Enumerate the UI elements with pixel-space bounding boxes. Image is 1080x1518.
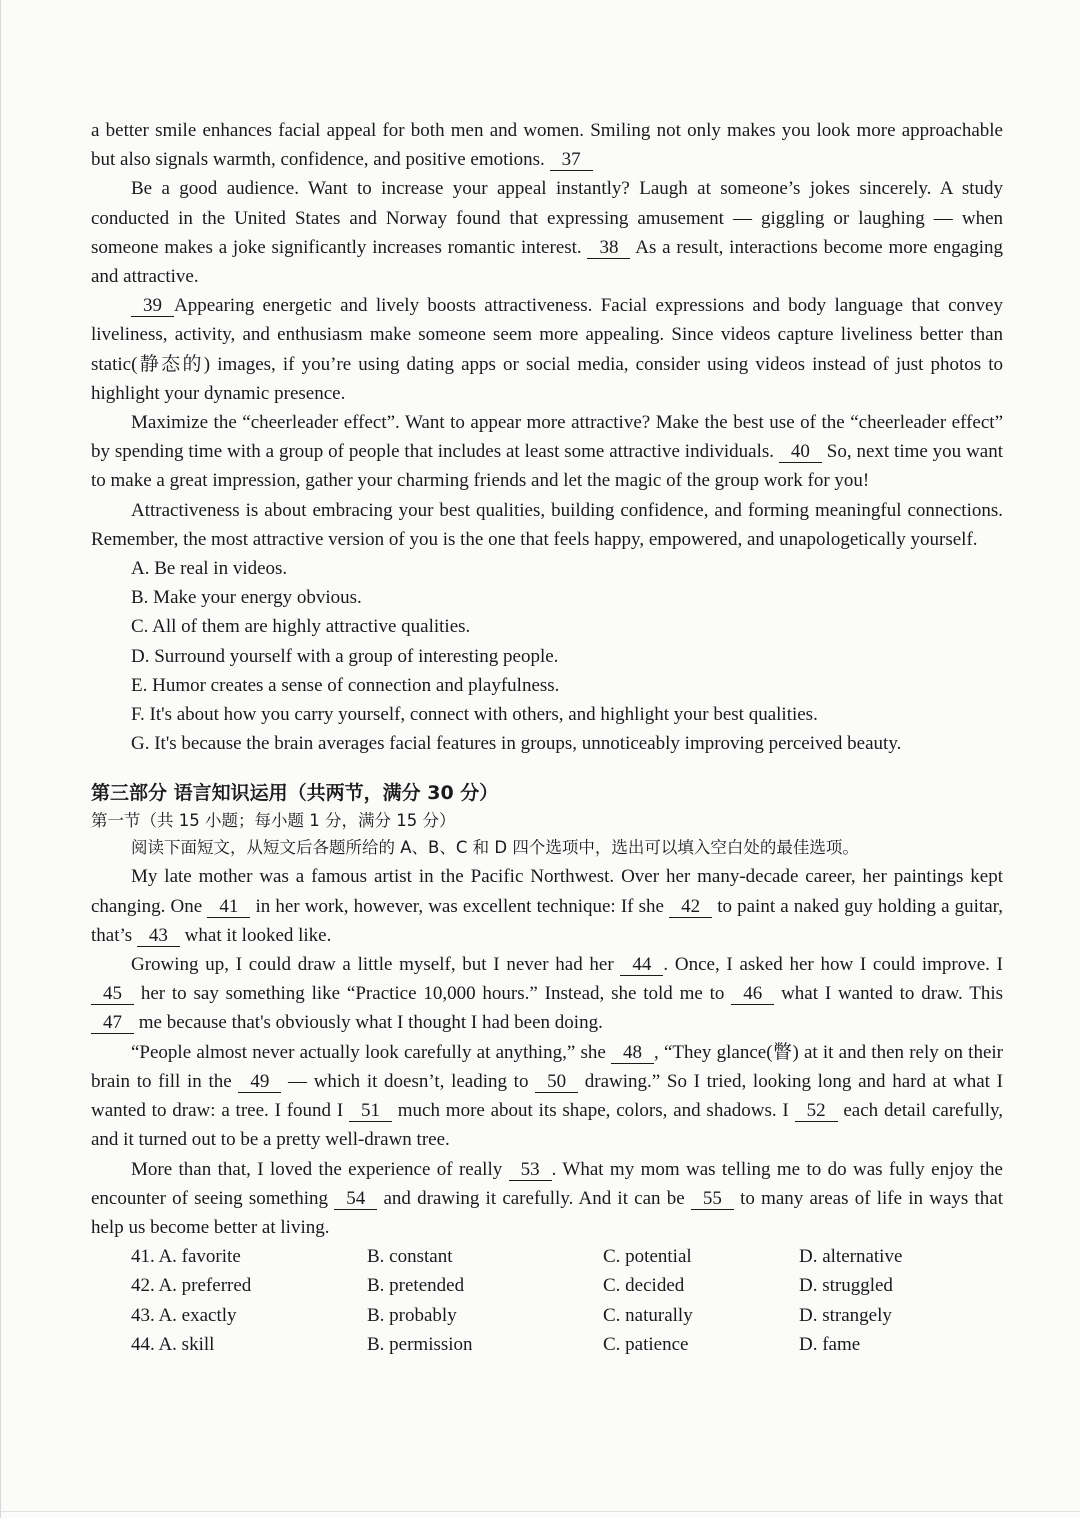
blank-42: 42 xyxy=(669,897,712,918)
blank-50: 50 xyxy=(535,1072,578,1093)
option-f: F. It's about how you carry yourself, connect with others, and highlight your best qualities. xyxy=(131,704,818,726)
blank-51: 51 xyxy=(349,1101,392,1122)
blank-48: 48 xyxy=(611,1043,654,1064)
cloze-paragraph-4: More than that, I loved the experience of really 53 . What my mom was telling me to do was fully enjoy the encounter of seeing something 54 and drawing it carefully. And it can be 55 to many areas of life in ways that help us become better at living. xyxy=(91,1158,1003,1238)
choice-42-d: D. struggled xyxy=(799,1275,893,1297)
spacer xyxy=(91,758,1003,778)
blank-41: 41 xyxy=(207,897,250,918)
choice-43-b: B. probably xyxy=(367,1304,457,1326)
page-bottom-edge xyxy=(1,1511,1080,1512)
section-subtitle: 第一节（共 15 小题；每小题 1 分，满分 15 分） xyxy=(91,811,456,831)
option-a: A. Be real in videos. xyxy=(131,558,288,580)
passage-paragraph-2: Be a good audience. Want to increase your appeal instantly? Laugh at someone’s jokes sincerely. A study conducted in the United States and Norway found that expressing amusement — giggling or laughing — when someone makes a joke significantly increases romantic interest. 38 As a result, interactions become more engaging and attractive. xyxy=(91,178,1003,288)
choice-43-d: D. strangely xyxy=(799,1304,892,1326)
choice-43-c: C. naturally xyxy=(603,1304,693,1326)
passage-paragraph-3: 39 Appearing energetic and lively boosts attractiveness. Facial expressions and body language that convey liveliness, activity, and enthusiasm make someone seem more appealing. Since videos capture liveliness better than static(静态的) images, if you’re using dating apps or social media, consider using videos instead of just photos to highlight your dynamic presence. xyxy=(91,295,1003,404)
cloze-paragraph-2: Growing up, I could draw a little myself, but I never had her 44 . Once, I asked her how I could improve. I 45 her to say something like “Practice 10,000 hours.” Instead, she told me to 46 what I wanted to draw. This 47 me because that's obviously what I thought I had been doing. xyxy=(91,950,1003,1038)
passage-paragraph-5: Attractiveness is about embracing your best qualities, building confidence, and forming meaningful connections. Remember, the most attractive version of you is the one that feels happy, empowered, and unapologetically yourself. xyxy=(91,499,1003,550)
choice-41-d: D. alternative xyxy=(799,1246,903,1268)
blank-38: 38 xyxy=(587,238,630,259)
page-content xyxy=(91,116,1003,1359)
option-g: G. It's because the brain averages facial features in groups, unnoticeably improving perceived beauty. xyxy=(131,733,902,755)
choice-41-c: C. potential xyxy=(603,1246,692,1268)
section-instruction: 阅读下面短文，从短文后各题所给的 A、B、C 和 D 四个选项中，选出可以填入空白处的最佳选项。 xyxy=(131,838,859,858)
option-c: C. All of them are highly attractive qualities. xyxy=(131,616,471,638)
passage-paragraph-4: Maximize the “cheerleader effect”. Want to appear more attractive? Make the best use of the “cheerleader effect” by spending time with a group of people that includes at least some attractive individuals. 40 So, next time you want to make a great impression, gather your charming friends and let the magic of the group work for you! xyxy=(91,412,1003,492)
choice-42-a: 42. A. preferred xyxy=(131,1275,252,1297)
blank-49: 49 xyxy=(238,1072,281,1093)
question-44-choices xyxy=(91,1330,1003,1359)
blank-47: 47 xyxy=(91,1013,134,1034)
cloze-paragraph-3: “People almost never actually look carefully at anything,” she 48 , “They glance(瞥) at it and then rely on their brain to fill in the 49 — which it doesn’t, leading to 50 drawing.” So I tried, looking long and hard at what I wanted to draw: a tree. I found I 51 much more about its shape, colors, and shadows. I 52 each detail carefully, and it turned out to be a pretty well-drawn tree. xyxy=(91,1041,1004,1151)
blank-53: 53 xyxy=(509,1160,552,1181)
section-title: 第三部分 语言知识运用（共两节，满分 30 分） xyxy=(91,782,499,805)
question-43-choices xyxy=(91,1301,1003,1330)
question-42-choices xyxy=(91,1271,1003,1300)
option-b: B. Make your energy obvious. xyxy=(131,587,362,609)
choice-41-a: 41. A. favorite xyxy=(131,1246,241,1268)
blank-55: 55 xyxy=(691,1189,734,1210)
question-41-choices xyxy=(91,1242,1003,1271)
blank-40: 40 xyxy=(779,442,822,463)
option-d: D. Surround yourself with a group of interesting people. xyxy=(131,645,559,667)
choice-42-b: B. pretended xyxy=(367,1275,465,1297)
blank-52: 52 xyxy=(795,1101,838,1122)
blank-45: 45 xyxy=(91,984,134,1005)
choice-43-a: 43. A. exactly xyxy=(131,1304,237,1326)
choice-41-b: B. constant xyxy=(367,1246,453,1268)
choice-42-c: C. decided xyxy=(603,1275,685,1297)
blank-39: 39 xyxy=(131,296,174,317)
passage-paragraph-1: a better smile enhances facial appeal for both men and women. Smiling not only makes you look more approachable but also signals warmth, confidence, and positive emotions. 37 xyxy=(91,120,1003,171)
choice-44-c: C. patience xyxy=(603,1333,689,1355)
blank-37: 37 xyxy=(550,150,593,171)
choice-44-a: 44. A. skill xyxy=(131,1333,215,1355)
option-e: E. Humor creates a sense of connection and playfulness. xyxy=(131,674,560,696)
choice-44-b: B. permission xyxy=(367,1333,473,1355)
blank-43: 43 xyxy=(137,926,180,947)
cloze-paragraph-1: My late mother was a famous artist in the Pacific Northwest. Over her many-decade career, her paintings kept changing. One 41 in her work, however, was excellent technique: If she 42 to paint a naked guy holding a guitar, that’s 43 what it looked like. xyxy=(91,866,1003,946)
blank-46: 46 xyxy=(731,984,774,1005)
choice-44-d: D. fame xyxy=(799,1333,861,1355)
blank-54: 54 xyxy=(334,1189,377,1210)
blank-44: 44 xyxy=(620,955,663,976)
